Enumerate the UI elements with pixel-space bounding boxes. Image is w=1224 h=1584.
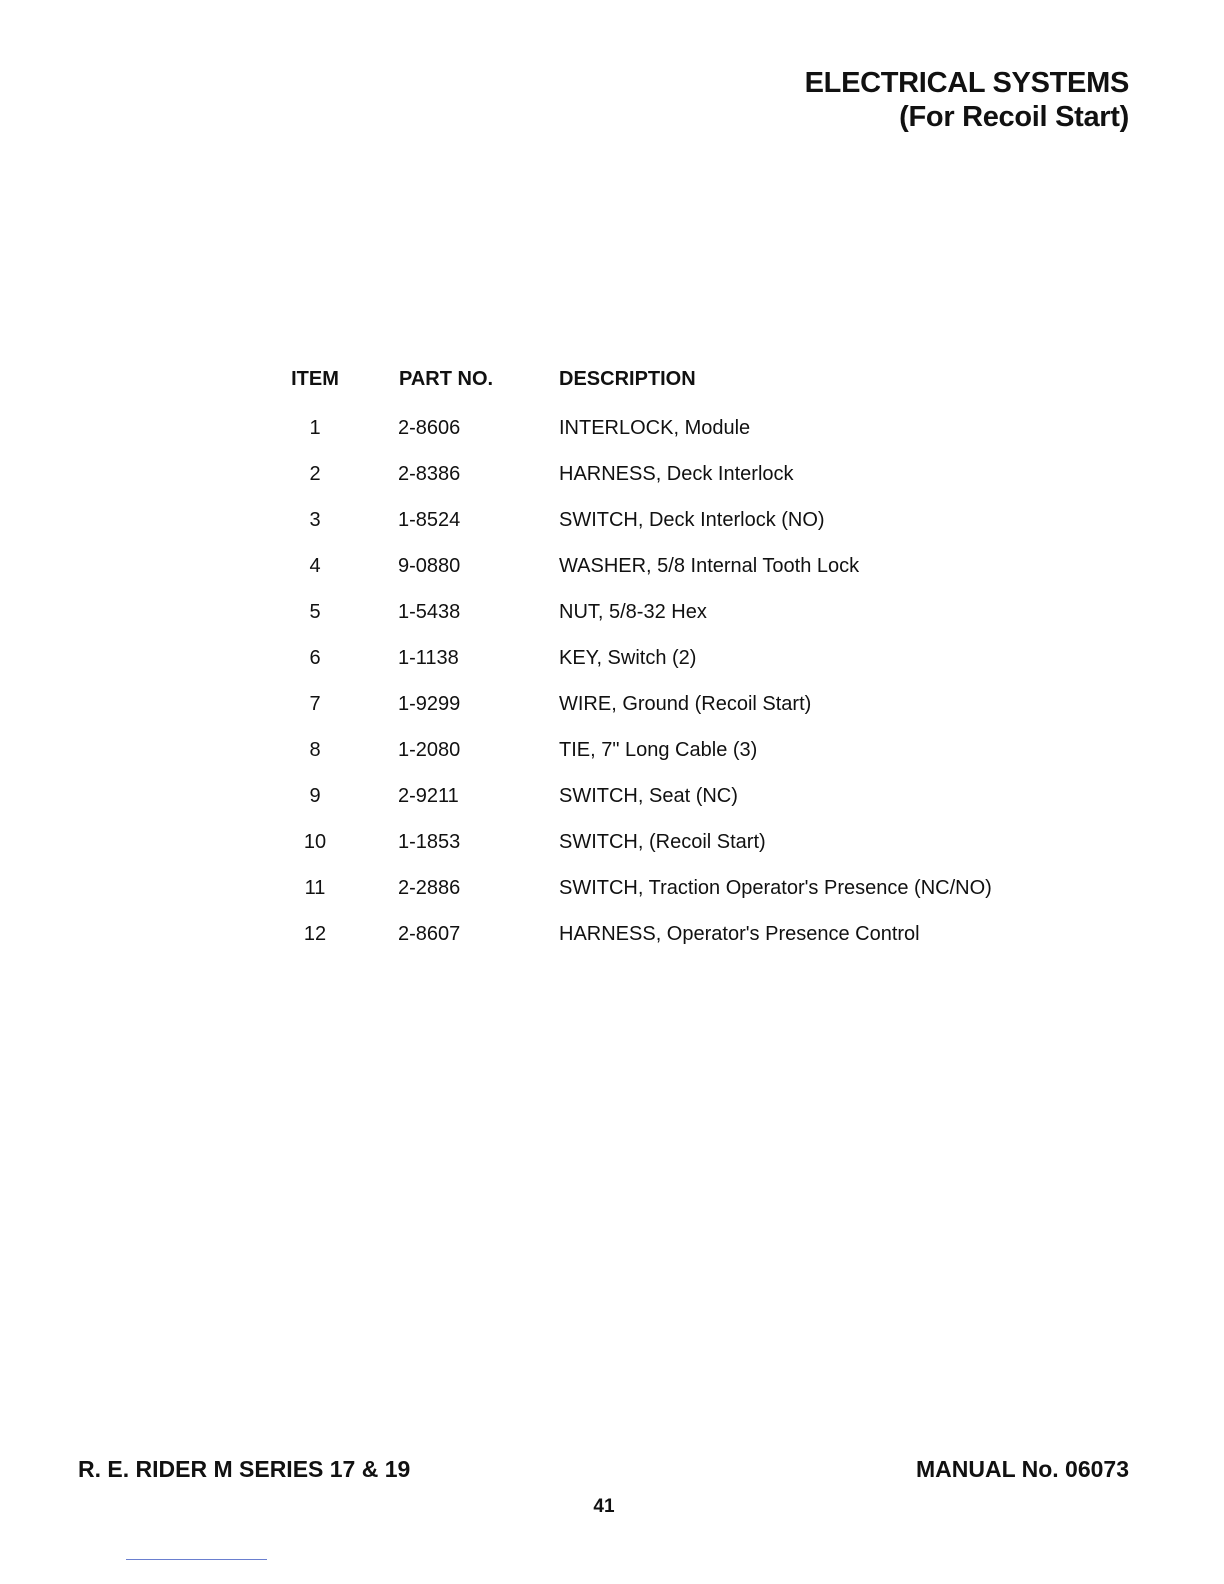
page-number: 41 <box>593 1496 615 1517</box>
table-row <box>270 785 1030 831</box>
item-number: 12 <box>303 923 327 945</box>
part-description: WASHER, 5/8 Internal Tooth Lock <box>559 555 860 577</box>
table-row <box>270 831 1030 877</box>
item-number: 1 <box>309 417 321 439</box>
part-description: HARNESS, Operator's Presence Control <box>559 923 920 945</box>
part-number: 1-2080 <box>398 739 461 761</box>
part-description: KEY, Switch (2) <box>559 647 697 669</box>
item-number: 4 <box>309 555 321 577</box>
part-description: SWITCH, Traction Operator's Presence (NC/NO) <box>559 877 992 899</box>
item-number: 7 <box>309 693 321 715</box>
part-number: 1-1853 <box>398 831 461 853</box>
part-description: WIRE, Ground (Recoil Start) <box>559 693 812 715</box>
table-row <box>270 693 1030 739</box>
table-row <box>270 509 1030 555</box>
item-number: 5 <box>309 601 321 623</box>
footer-model-series: R. E. RIDER M SERIES 17 & 19 <box>78 1456 411 1482</box>
part-number: 2-2886 <box>398 877 461 899</box>
item-number: 11 <box>304 877 326 899</box>
item-number: 3 <box>309 509 321 531</box>
part-number: 1-1138 <box>398 647 459 669</box>
table-row <box>270 555 1030 601</box>
item-number: 10 <box>303 831 327 853</box>
item-number: 2 <box>309 463 321 485</box>
table-row <box>270 463 1030 509</box>
part-description: HARNESS, Deck Interlock <box>559 463 794 485</box>
item-number: 9 <box>309 785 321 807</box>
part-description: SWITCH, Deck Interlock (NO) <box>559 509 825 531</box>
item-number: 6 <box>309 647 321 669</box>
part-number: 2-8607 <box>398 923 461 945</box>
column-header-description: DESCRIPTION <box>559 368 696 390</box>
item-number: 8 <box>309 739 321 761</box>
table-row <box>270 601 1030 647</box>
part-number: 9-0880 <box>398 555 461 577</box>
part-description: SWITCH, Seat (NC) <box>559 785 738 807</box>
footer-manual-number: MANUAL No. 06073 <box>915 1456 1129 1482</box>
part-description: TIE, 7" Long Cable (3) <box>559 739 758 761</box>
part-number: 1-5438 <box>398 601 461 623</box>
column-header-part-no: PART NO. <box>399 368 494 390</box>
column-header-item: ITEM <box>291 368 339 390</box>
part-description: NUT, 5/8-32 Hex <box>559 601 707 623</box>
title-line-2: (For Recoil Start) <box>899 101 1129 133</box>
footnote-divider <box>126 1559 267 1560</box>
table-row <box>270 647 1030 693</box>
part-description: SWITCH, (Recoil Start) <box>559 831 766 853</box>
page-title <box>805 66 1129 134</box>
part-number: 2-8386 <box>398 463 461 485</box>
table-row <box>270 739 1030 785</box>
table-row <box>270 417 1030 463</box>
part-number: 1-9299 <box>398 693 461 715</box>
part-number: 2-8606 <box>398 417 461 439</box>
part-number: 1-8524 <box>398 509 461 531</box>
title-line-1: ELECTRICAL SYSTEMS <box>804 67 1129 99</box>
table-header-row <box>270 368 1030 417</box>
table-row <box>270 923 1030 969</box>
part-description: INTERLOCK, Module <box>559 417 751 439</box>
parts-table <box>270 368 1030 969</box>
part-number: 2-9211 <box>398 785 459 807</box>
table-row <box>270 877 1030 923</box>
